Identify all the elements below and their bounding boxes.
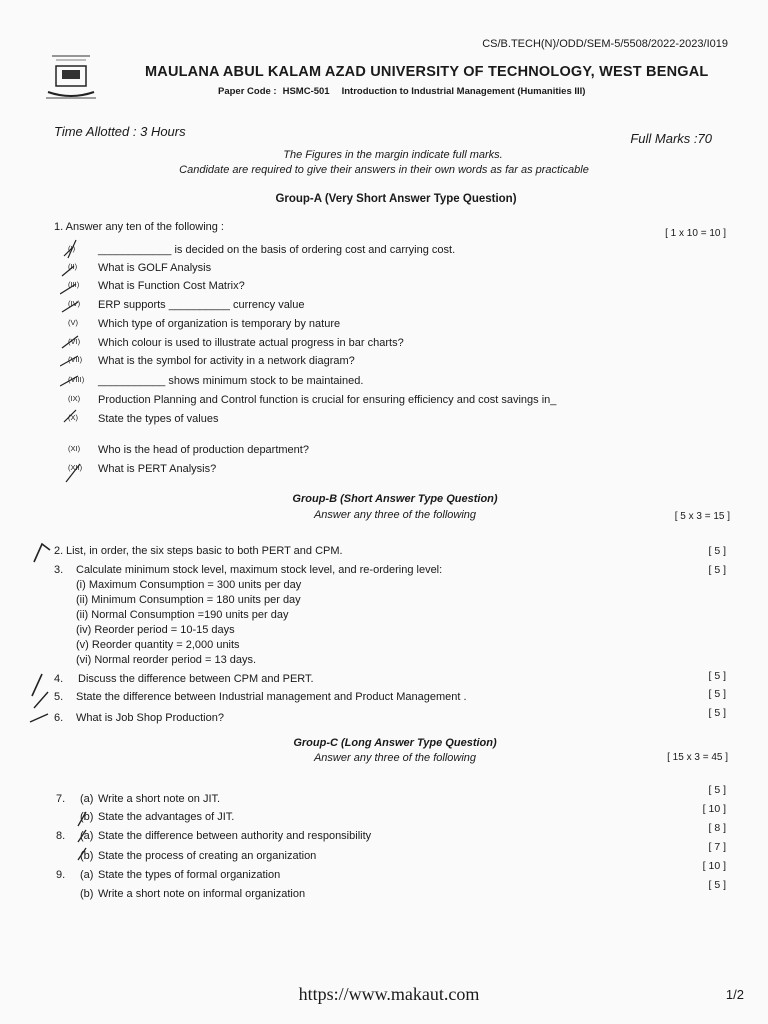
question-9b-marks: [ 5 ]	[708, 879, 726, 891]
group-b-instruction: Answer any three of the following	[313, 509, 477, 521]
paper-reference-code: CS/B.TECH(N)/ODD/SEM-5/5508/2022-2023/I019	[482, 38, 728, 50]
question-3-line: (ii) Normal Consumption =190 units per day	[76, 609, 289, 621]
question-8a: 8. (a) State the difference between authority and responsibility	[56, 830, 372, 842]
group-a-item: (XII) What is PERT Analysis?	[68, 463, 217, 475]
question-7b-marks: [ 10 ]	[702, 803, 726, 815]
question-6: 6. What is Job Shop Production?	[54, 712, 224, 724]
question-8b: (b) State the process of creating an organization	[80, 850, 317, 862]
question-6-marks: [ 5 ]	[708, 707, 726, 719]
question-3-line: (iv) Reorder period = 10-15 days	[76, 624, 235, 636]
time-allotted: Time Allotted : 3 Hours	[54, 124, 186, 139]
paper-code: HSMC-501	[282, 86, 330, 97]
page-number: 1/2	[725, 987, 744, 1002]
group-a-item: (VIII) ___________ shows minimum stock to be maintained.	[68, 375, 364, 387]
question-7a: 7. (a) Write a short note on JIT.	[56, 793, 221, 805]
group-a-item: (VI) Which colour is used to illustrate actual progress in bar charts?	[68, 337, 404, 349]
question-4-marks: [ 5 ]	[708, 670, 726, 682]
group-a-item: (VII) What is the symbol for activity in a network diagram?	[68, 355, 355, 367]
question-8a-marks: [ 8 ]	[708, 822, 726, 834]
group-c-instruction: Answer any three of the following	[313, 752, 477, 764]
group-a-item: (V) Which type of organization is temporary by nature	[68, 318, 341, 330]
question-4: 4. Discuss the difference between CPM and PERT.	[54, 673, 314, 685]
university-logo	[42, 52, 100, 102]
question-9a-marks: [ 10 ]	[702, 860, 726, 872]
group-a-item: (IV) ERP supports __________ currency value	[68, 299, 305, 311]
candidate-note: Candidate are required to give their answers in their own words as far as practicable	[179, 164, 589, 176]
question-3-marks: [ 5 ]	[708, 564, 726, 576]
footer-url[interactable]: https://www.makaut.com	[298, 984, 480, 1004]
question-3: 3. Calculate minimum stock level, maximum stock level, and re-ordering level:	[54, 564, 443, 576]
paper-code-label: Paper Code :	[218, 86, 277, 97]
question-9a: 9. (a) State the types of formal organization	[56, 869, 281, 881]
handwritten-tick-marks	[76, 804, 116, 864]
question-7a-marks: [ 5 ]	[708, 784, 726, 796]
group-c-title: Group-C (Long Answer Type Question)	[293, 737, 497, 749]
group-a-item: (I) ____________ is decided on the basis of ordering cost and carrying cost.	[68, 244, 456, 256]
group-b-title: Group-B (Short Answer Type Question)	[292, 493, 498, 505]
question-5-marks: [ 5 ]	[708, 688, 726, 700]
group-a-item: (XI) Who is the head of production department?	[68, 444, 309, 456]
question-7b: (b) State the advantages of JIT.	[80, 811, 235, 823]
question-3-line: (ii) Minimum Consumption = 180 units per day	[76, 594, 301, 606]
group-a-item: (IX) Production Planning and Control function is crucial for ensuring efficiency and cost savings in_	[68, 394, 557, 406]
question-2-marks: [ 5 ]	[708, 545, 726, 557]
question-8b-marks: [ 7 ]	[708, 841, 726, 853]
group-b-marks: [ 5 x 3 = 15 ]	[674, 511, 730, 522]
question-5: 5. State the difference between Industrial management and Product Management .	[54, 691, 467, 703]
handwritten-tick-marks	[60, 236, 120, 486]
question-2: 2. List, in order, the six steps basic to both PERT and CPM.	[54, 545, 343, 557]
group-a-title: Group-A (Very Short Answer Type Question)	[275, 193, 517, 205]
margin-note: The Figures in the margin indicate full marks.	[283, 149, 503, 161]
question-3-line: (v) Reorder quantity = 2,000 units	[76, 639, 240, 651]
handwritten-tick-marks	[28, 536, 78, 732]
group-a-item: (X) State the types of values	[68, 413, 219, 425]
question-3-line: (i) Maximum Consumption = 300 units per day	[76, 579, 302, 591]
group-a-item: (II) What is GOLF Analysis	[68, 262, 212, 274]
question-3-line: (vi) Normal reorder period = 13 days.	[76, 654, 257, 666]
group-a-marks: [ 1 x 10 = 10 ]	[665, 228, 726, 239]
group-a-item: (III) What is Function Cost Matrix?	[68, 280, 245, 292]
university-name: MAULANA ABUL KALAM AZAD UNIVERSITY OF TECHNOLOGY, WEST BENGAL	[145, 64, 709, 80]
question-9b: (b) Write a short note on informal organization	[80, 888, 306, 900]
group-a-instruction: 1. Answer any ten of the following :	[54, 221, 224, 233]
paper-code-line	[218, 86, 585, 97]
group-c-marks: [ 15 x 3 = 45 ]	[667, 752, 728, 763]
paper-title: Introduction to Industrial Management (Humanities III)	[341, 86, 586, 97]
full-marks: Full Marks :70	[630, 131, 712, 146]
